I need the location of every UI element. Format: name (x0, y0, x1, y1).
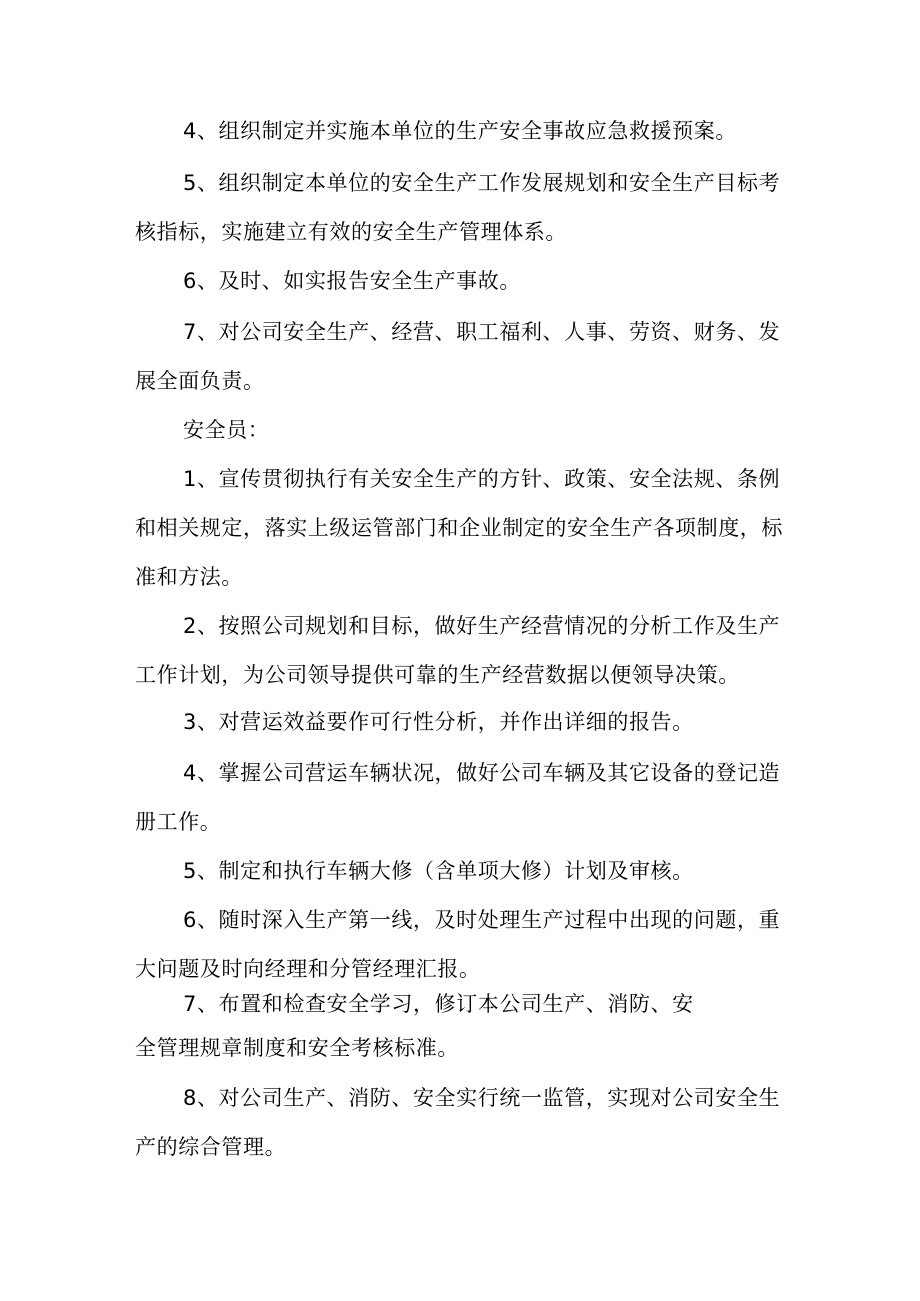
text-line: 1、宣传贯彻执行有关安全生产的方针、政策、安全法规、条例 (183, 467, 781, 491)
text-line: 大问题及时向经理和分管经理汇报。 (135, 957, 481, 981)
text-line: 7、布置和检查安全学习，修订本公司生产、消防、安 (183, 992, 694, 1016)
section-heading: 安全员： (183, 418, 270, 442)
text-line: 5、组织制定本单位的安全生产工作发展规划和安全生产目标考 (183, 171, 781, 195)
text-line: 8、对公司生产、消防、安全实行统一监管，实现对公司安全生 (183, 1086, 781, 1110)
text-line: 6、随时深入生产第一线，及时处理生产过程中出现的问题，重 (183, 908, 781, 932)
text-line: 3、对营运效益要作可行性分析，并作出详细的报告。 (183, 710, 694, 734)
text-line: 册工作。 (135, 810, 222, 834)
text-line: 4、组织制定并实施本单位的生产安全事故应急救援预案。 (183, 119, 737, 143)
text-line: 产的综合管理。 (135, 1135, 287, 1159)
text-line: 核指标，实施建立有效的安全生产管理体系。 (135, 220, 567, 244)
text-line: 2、按照公司规划和目标，做好生产经营情况的分析工作及生产 (183, 614, 781, 638)
text-line: 准和方法。 (135, 565, 243, 589)
text-line: 工作计划，为公司领导提供可靠的生产经营数据以便领导决策。 (135, 663, 740, 687)
text-line: 和相关规定，落实上级运管部门和企业制定的安全生产各项制度，标 (135, 516, 783, 540)
text-line: 展全面负责。 (135, 369, 265, 393)
text-line: 6、及时、如实报告安全生产事故。 (183, 269, 521, 293)
text-line: 全管理规章制度和安全考核标准。 (135, 1036, 459, 1060)
text-line: 5、制定和执行车辆大修（含单项大修）计划及审核。 (183, 859, 694, 883)
text-line: 7、对公司安全生产、经营、职工福利、人事、劳资、财务、发 (183, 320, 781, 344)
text-line: 4、掌握公司营运车辆状况，做好公司车辆及其它设备的登记造 (183, 761, 781, 785)
